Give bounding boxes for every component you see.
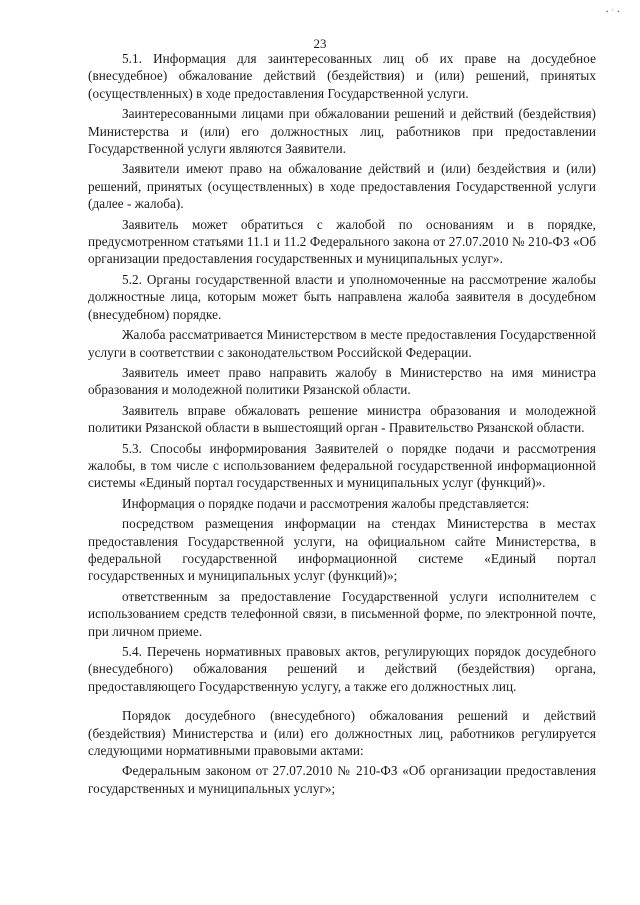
paragraph: Информация о порядке подачи и рассмотрения жалобы представляется:	[122, 495, 530, 511]
paragraph: Заявитель вправе обжаловать решение министра образования и молодежной политики Рязанской области в вышестоящий орган - Правительство Рязанской области.	[88, 402, 596, 436]
paragraph-5-4-heading: 5.4. Перечень нормативных правовых актов, регулирующих порядок досудебного (внесудебного) обжалования решений и действий (бездействия) органа, предоставляющего Государственную услугу, а также его должностных лиц.	[88, 644, 596, 694]
paragraph: Жалоба рассматривается Министерством в месте предоставления Государственной услуги в соответствии с законодательством Российской Федерации.	[88, 327, 596, 360]
paragraph: Заявитель может обратиться с жалобой по основаниям и в порядке, предусмотренном статьями 11.1 и 11.2 Федерального закона от 27.07.2010 № 210-ФЗ «Об организации предоставления государственных и муниципальных услуг».	[88, 216, 596, 267]
paragraph: ответственным за предоставление Государственной услуги исполнителем с использованием средств телефонной связи, в письменной форме, по электронной почте, при личном приеме.	[88, 588, 596, 639]
paragraph-5-3-heading: 5.3. Способы информирования Заявителей о порядке подачи и рассмотрения жалобы, в том числе с использованием федеральной государственной информационной системы «Единый портал государственных и муниципальных услуг (функций)».	[88, 440, 596, 491]
paragraph: Порядок досудебного (внесудебного) обжалования решений и действий (бездействия) Министерства и (или) его должностных лиц, работников регулируется следующими нормативными правовыми актами:	[88, 708, 596, 759]
document-body	[88, 50, 596, 800]
paragraph: Заинтересованными лицами при обжаловании решений и действий (бездействия) Министерства и (или) его должностных лиц, работников при предоставлении Государственной услуги являются Заявители.	[88, 106, 596, 157]
paragraph: Заявитель имеет право направить жалобу в Министерство на имя министра образования и молодежной политики Рязанской области.	[88, 364, 596, 398]
paragraph: Федеральным законом от 27.07.2010 № 210-ФЗ «Об организации предоставления государственных и муниципальных услуг»;	[88, 763, 596, 796]
page-number: 23	[313, 36, 327, 51]
paragraph-5-2-heading: 5.2. Органы государственной власти и уполномоченные на рассмотрение жалобы должностные лица, которым может быть направлена жалоба заявителя в досудебном (внесудебном) порядке.	[88, 271, 596, 322]
paragraph: посредством размещения информации на стендах Министерства в местах предоставления Государственной услуги, на официальном сайте Министерства, в федеральной государственной информационной системе «Единый портал государственных и муниципальных услуг (функций)»;	[88, 516, 596, 584]
paragraph: Заявители имеют право на обжалование действий и (или) бездействия и (или) решений, принятых (осуществленных) в ходе предоставления Государственной услуги (далее - жалоба).	[88, 161, 596, 212]
corner-mark: • ' •	[606, 8, 621, 16]
paragraph-5-1-heading: 5.1. Информация для заинтересованных лиц об их праве на досудебное (внесудебное) обжалование действий (бездействия) и (или) решений, принятых (осуществленных) в ходе предоставления Государственной услуги.	[88, 51, 596, 101]
